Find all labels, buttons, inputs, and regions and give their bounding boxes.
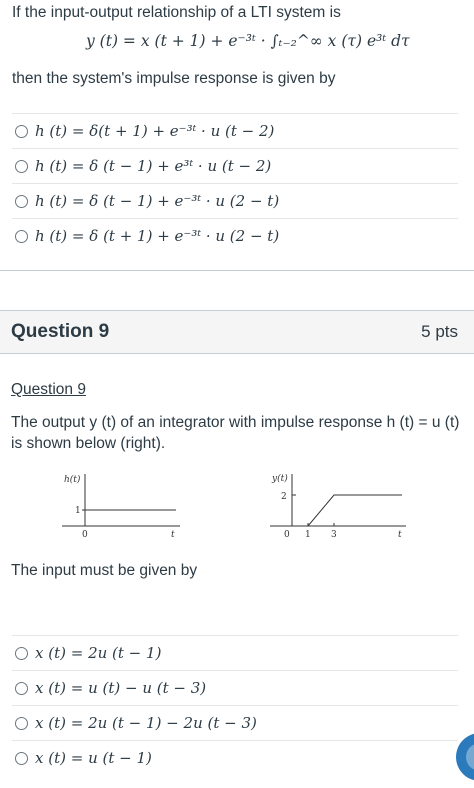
graph-xtick-label-0: 0 [284, 530, 290, 540]
answer-label: h (t) = δ(t + 1) + e⁻³ᵗ · u (t − 2) [35, 122, 275, 140]
graph-x-end-label: t [171, 530, 175, 540]
question-intro: If the input-output relationship of a LTI system is [12, 4, 341, 21]
radio-button[interactable] [15, 160, 28, 173]
radio-button[interactable] [15, 230, 28, 243]
answer-option-2[interactable] [12, 670, 458, 705]
answer-label: h (t) = δ (t + 1) + e⁻³ᵗ · u (2 − t) [35, 227, 280, 245]
graph-ylabel: h(t) [64, 475, 81, 485]
system-equation: y (t) = x (t + 1) + e⁻³ᵗ · ∫ₜ₋₂^∞ x (τ) e³ᵗ dτ [86, 32, 410, 50]
radio-button[interactable] [15, 125, 28, 138]
divider [0, 270, 474, 271]
output-graph [266, 470, 416, 542]
answer-label: x (t) = u (t) − u (t − 3) [35, 679, 207, 697]
graph-x-end-label: t [398, 530, 402, 540]
radio-button[interactable] [15, 752, 28, 765]
answer-label: x (t) = 2u (t − 1) [35, 644, 162, 662]
answer-option-4[interactable] [12, 218, 458, 253]
answer-option-4[interactable] [12, 740, 458, 775]
output-curve [292, 495, 402, 526]
answer-option-2[interactable] [12, 148, 458, 183]
radio-button[interactable] [15, 647, 28, 660]
answer-option-1[interactable] [12, 635, 458, 670]
impulse-response-graph [58, 470, 188, 542]
question-title: Question 9 [11, 321, 110, 342]
answer-label: x (t) = 2u (t − 1) − 2u (t − 3) [35, 714, 257, 732]
question-subtitle: Question 9 [11, 381, 86, 398]
floating-action-button[interactable] [456, 733, 474, 781]
circle-action-icon [466, 743, 474, 771]
graph-ytick-label: 2 [281, 492, 287, 502]
question-prompt: then the system's impulse response is given by [12, 70, 336, 87]
graph-xtick-label-3: 3 [331, 530, 337, 540]
question-header [0, 310, 474, 354]
radio-button[interactable] [15, 717, 28, 730]
question-points: 5 pts [421, 322, 458, 341]
answer-label: x (t) = u (t − 1) [35, 749, 152, 767]
answer-label: h (t) = δ (t − 1) + e⁻³ᵗ · u (2 − t) [35, 192, 280, 210]
graph-ytick-label: 1 [75, 506, 81, 516]
question-text: The output y (t) of an integrator with impulse response h (t) = u (t) is shown below (right). [11, 414, 460, 452]
answer-label: h (t) = δ (t − 1) + e³ᵗ · u (t − 2) [35, 157, 272, 175]
graph-xtick-label: 0 [82, 530, 88, 540]
graph-xtick-label-1: 1 [305, 530, 311, 540]
graph-ylabel: y(t) [272, 474, 288, 484]
radio-button[interactable] [15, 195, 28, 208]
answer-option-1[interactable] [12, 113, 458, 148]
answer-option-3[interactable] [12, 183, 458, 218]
input-prompt: The input must be given by [11, 562, 198, 579]
radio-button[interactable] [15, 682, 28, 695]
answer-option-3[interactable] [12, 705, 458, 740]
